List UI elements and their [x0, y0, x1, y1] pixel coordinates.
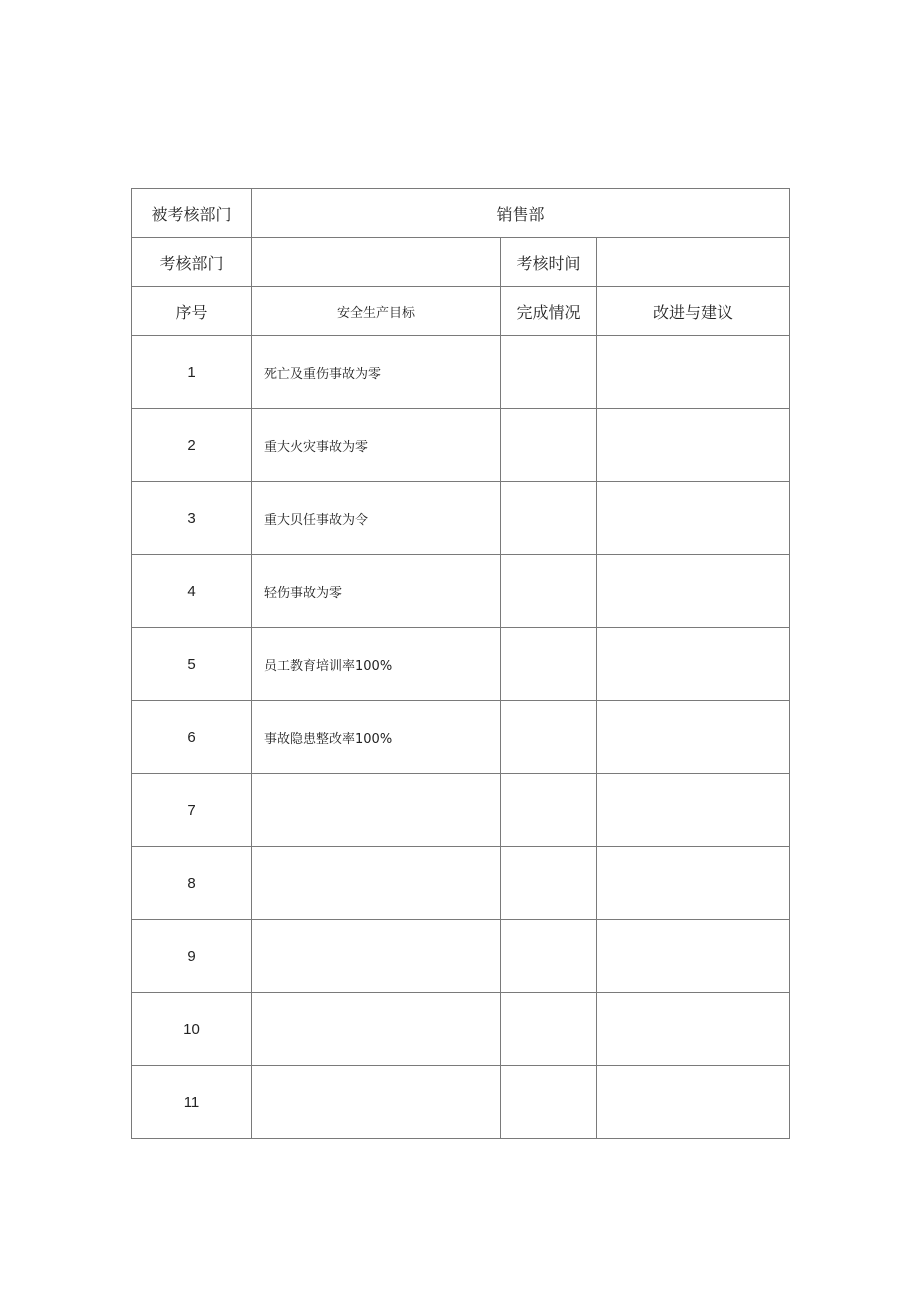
- assess-time-label: 考核时间: [501, 238, 597, 287]
- row-seq: 9: [132, 920, 252, 993]
- row-seq: 4: [132, 555, 252, 628]
- column-header-seq: 序号: [132, 287, 252, 336]
- assessing-dept-value[interactable]: [252, 238, 501, 287]
- row-suggestion-cell[interactable]: [597, 847, 790, 920]
- table-row: [132, 628, 790, 701]
- row-suggestion-cell[interactable]: [597, 774, 790, 847]
- table-row: [132, 774, 790, 847]
- row-goal[interactable]: [252, 1066, 501, 1139]
- row-status-cell[interactable]: [501, 701, 597, 774]
- row-status-cell[interactable]: [501, 774, 597, 847]
- assessed-dept-row: [132, 189, 790, 238]
- assessment-table: [131, 188, 790, 1139]
- row-goal: 事故隐患整改率100%: [252, 701, 501, 774]
- row-seq: 11: [132, 1066, 252, 1139]
- column-header-status: 完成情况: [501, 287, 597, 336]
- row-suggestion-cell[interactable]: [597, 628, 790, 701]
- table-row: [132, 847, 790, 920]
- row-status-cell[interactable]: [501, 847, 597, 920]
- row-goal[interactable]: [252, 774, 501, 847]
- assessed-dept-label: 被考核部门: [132, 189, 252, 238]
- row-suggestion-cell[interactable]: [597, 920, 790, 993]
- row-suggestion-cell[interactable]: [597, 701, 790, 774]
- row-goal[interactable]: [252, 920, 501, 993]
- row-seq: 7: [132, 774, 252, 847]
- row-suggestion-cell[interactable]: [597, 482, 790, 555]
- row-goal: 重大贝任事故为令: [252, 482, 501, 555]
- row-status-cell[interactable]: [501, 993, 597, 1066]
- row-suggestion-cell[interactable]: [597, 993, 790, 1066]
- assessed-dept-value[interactable]: 销售部: [252, 189, 790, 238]
- row-seq: 5: [132, 628, 252, 701]
- row-status-cell[interactable]: [501, 336, 597, 409]
- row-status-cell[interactable]: [501, 409, 597, 482]
- assessing-dept-label: 考核部门: [132, 238, 252, 287]
- column-header-goal: 安全生产目标: [252, 287, 501, 336]
- row-suggestion-cell[interactable]: [597, 555, 790, 628]
- row-goal[interactable]: [252, 993, 501, 1066]
- row-goal[interactable]: [252, 847, 501, 920]
- table-row: [132, 920, 790, 993]
- row-seq: 1: [132, 336, 252, 409]
- assessing-dept-row: [132, 238, 790, 287]
- column-header-row: [132, 287, 790, 336]
- row-suggestion-cell[interactable]: [597, 1066, 790, 1139]
- table-row: [132, 1066, 790, 1139]
- assess-time-value[interactable]: [597, 238, 790, 287]
- row-seq: 8: [132, 847, 252, 920]
- table-row: [132, 482, 790, 555]
- table-row: [132, 993, 790, 1066]
- row-status-cell[interactable]: [501, 628, 597, 701]
- table-row: [132, 701, 790, 774]
- row-goal: 死亡及重伤事故为零: [252, 336, 501, 409]
- table-row: [132, 336, 790, 409]
- table-row: [132, 555, 790, 628]
- row-seq: 3: [132, 482, 252, 555]
- row-seq: 6: [132, 701, 252, 774]
- table-row: [132, 409, 790, 482]
- column-header-suggestion: 改进与建议: [597, 287, 790, 336]
- row-status-cell[interactable]: [501, 1066, 597, 1139]
- row-status-cell[interactable]: [501, 555, 597, 628]
- row-goal: 轻伤事故为零: [252, 555, 501, 628]
- row-goal: 重大火灾事故为零: [252, 409, 501, 482]
- row-status-cell[interactable]: [501, 482, 597, 555]
- row-suggestion-cell[interactable]: [597, 409, 790, 482]
- row-status-cell[interactable]: [501, 920, 597, 993]
- row-suggestion-cell[interactable]: [597, 336, 790, 409]
- row-seq: 10: [132, 993, 252, 1066]
- row-goal: 员工教育培训率100%: [252, 628, 501, 701]
- row-seq: 2: [132, 409, 252, 482]
